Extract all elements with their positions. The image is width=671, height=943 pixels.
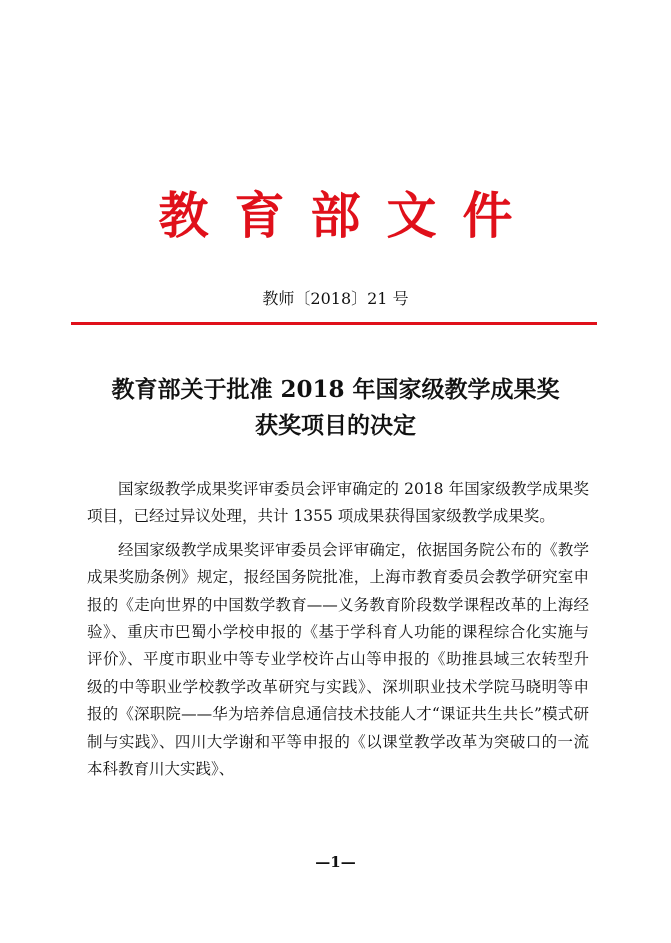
document-title-line-2: 获奖项目的决定	[255, 412, 416, 439]
body-paragraph-1: 国家级教学成果奖评审委员会评审确定的 2018 年国家级教学成果奖项目，已经过异议处理，共计 1355 项成果获得国家级教学成果奖。	[87, 480, 589, 526]
body-paragraph-2: 经国家级教学成果奖评审委员会评审确定，依据国务院公布的《教学成果奖励条例》规定，报经国务院批准，上海市教育委员会教学研究室申报的《走向世界的中国数学教育——义务教育阶段数学课程改革的上海经验》、重庆市巴蜀小学校申报的《基于学科育人功能的课程综合化实施与评价》、平度市职业中等专业学校许占山等申报的《助推县域三农转型升级的中等职业学校教学改革研究与实践》、深圳职业技术学院马晓明等申报的《深职院——华为培养信息通信技术技能人才“课证共生共长”模式研制与实践》、四川大学谢和平等申报的《以课堂教学改革为突破口的一流本科教育川大实践》、	[87, 540, 589, 779]
document-title-line-1: 教育部关于批准 2018 年国家级教学成果奖	[111, 376, 560, 403]
page-number: —1—	[315, 853, 356, 871]
document-body	[87, 476, 589, 783]
document-masthead: 教育部文件	[158, 186, 539, 245]
document-number: 教师〔2018〕21 号	[262, 289, 409, 308]
red-separator-line	[71, 322, 597, 325]
document-title	[60, 372, 611, 444]
